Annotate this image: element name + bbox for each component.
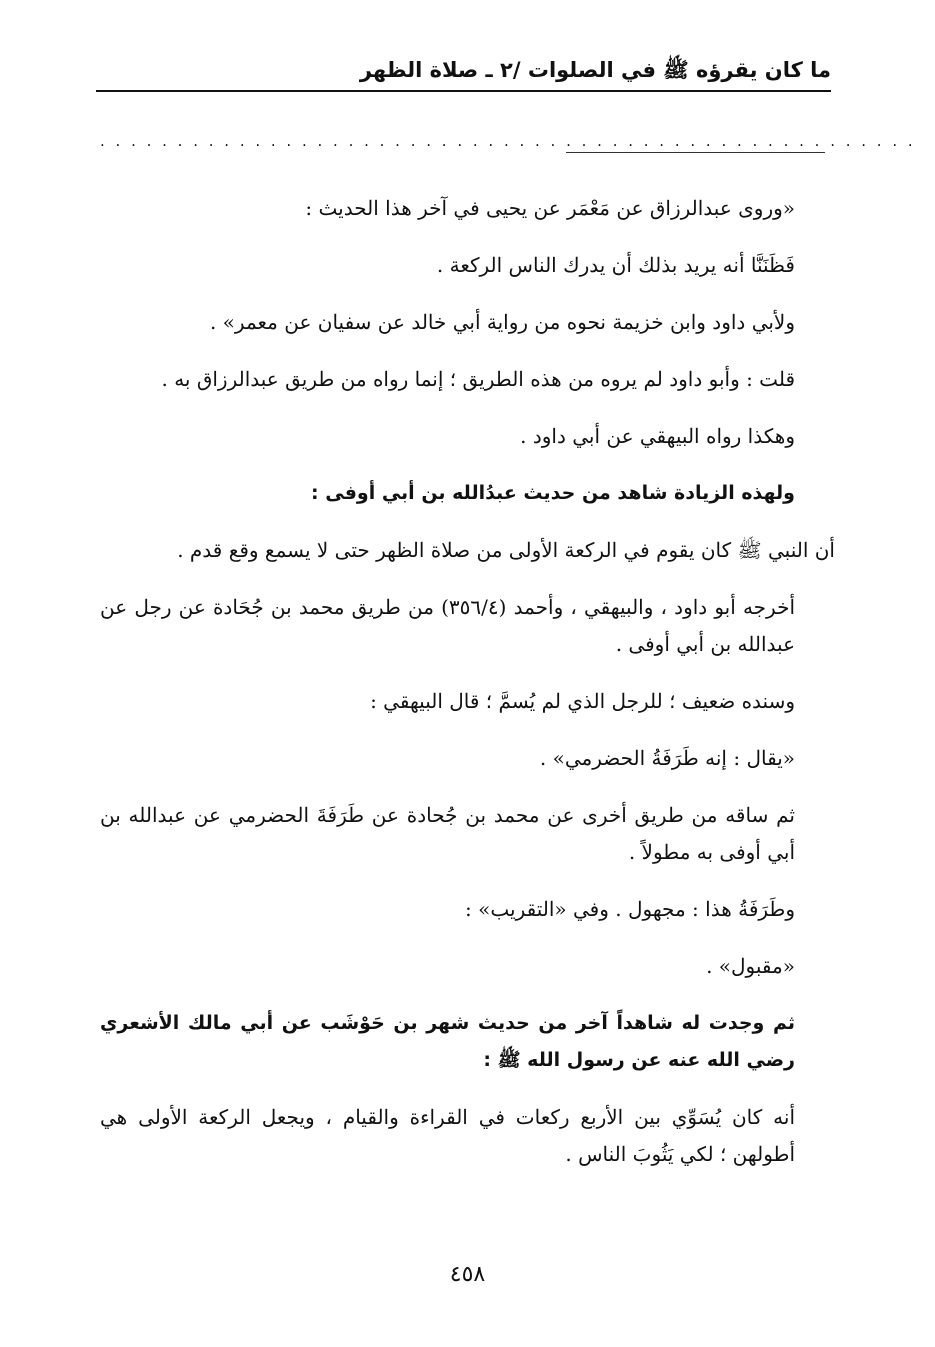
paragraph-heading: ثم وجدت له شاهداً آخر من حديث شهر بن حَوْشَب عن أبي مالك الأشعري رضي الله عنه عن رسول الله ﷺ :	[100, 1012, 795, 1071]
paragraph: ولأبي داود وابن خزيمة نحوه من رواية أبي خالد عن سفيان عن معمر» .	[209, 310, 795, 334]
paragraph: «وروى عبدالرزاق عن مَعْمَر عن يحيى في آخر هذا الحديث :	[305, 196, 795, 220]
paragraph: فَظَنَنَّا أنه يريد بذلك أن يدرك الناس الركعة .	[436, 253, 795, 277]
paragraph: وسنده ضعيف ؛ للرجل الذي لم يُسمَّ ؛ قال البيهقي :	[370, 689, 795, 713]
paragraph: قلت : وأبو داود لم يروه من هذه الطريق ؛ إنما رواه من طريق عبدالرزاق به .	[161, 367, 795, 391]
paragraph: ثم ساقه من طريق أخرى عن محمد بن جُحادة عن طَرَفَةَ الحضرمي عن عبدالله بن أبي أوفى به مطولاً .	[100, 803, 795, 864]
paragraph: «مقبول» .	[706, 954, 795, 978]
paragraph-heading: ولهذه الزيادة شاهد من حديث عبدُالله بن أبي أوفى :	[311, 482, 795, 504]
page-number: ٤٥٨	[449, 1262, 486, 1287]
hadith-text: أن النبي ﷺ كان يقوم في الركعة الأولى من صلاة الظهر حتى لا يسمع وقع قدم .	[177, 538, 835, 562]
running-header: ما كان يقرؤه ﷺ في الصلوات /٢ ـ صلاة الظهر	[359, 58, 831, 82]
paragraph: «يقال : إنه طَرَفَةُ الحضرمي» .	[539, 746, 795, 770]
hadith-text: أنه كان يُسَوِّي بين الأربع ركعات في القراءة والقيام ، ويجعل الركعة الأولى هي أطولهن ؛ لكي يَثُوبَ الناس .	[100, 1105, 795, 1166]
paragraph: وطَرَفَةُ هذا : مجهول . وفي «التقريب» :	[465, 897, 795, 921]
footnote-separator: . . . . . . . . . . . . . . . . . . . . . . . . . . . . . . . . . . . . . . . . . . . . . . . . . . . . .	[100, 132, 916, 150]
separator-underline	[566, 152, 825, 153]
paragraph: أخرجه أبو داود ، والبيهقي ، وأحمد (٣٥٦/٤) من طريق محمد بن جُحَادة عن رجل عن عبدالله بن أبي أوفى .	[100, 595, 796, 656]
paragraph: وهكذا رواه البيهقي عن أبي داود .	[520, 424, 795, 448]
header-rule	[96, 90, 831, 92]
footnote-text	[100, 190, 835, 1193]
